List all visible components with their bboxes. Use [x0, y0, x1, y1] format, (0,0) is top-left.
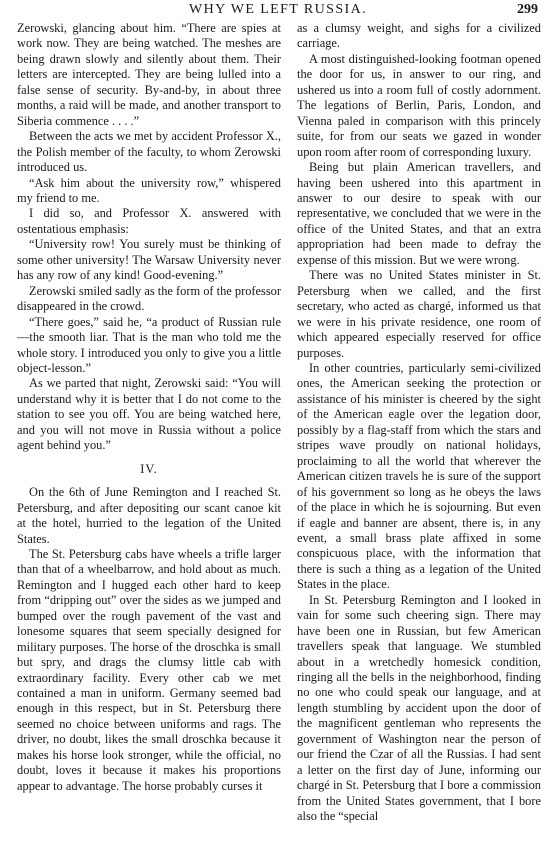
running-head — [0, 2, 556, 20]
left-column — [17, 21, 281, 794]
paragraph: Between the acts we met by accident Professor X., the Polish member of the faculty, to whom Zerowski introduced us. — [17, 129, 281, 175]
paragraph: On the 6th of June Remington and I reached St. Petersburg, and after depositing our scant canoe kit at the hotel, hurried to the legation of the United States. — [17, 485, 281, 546]
page-number: 299 — [517, 2, 538, 17]
paragraph: A most distinguished-looking footman opened the door for us, in answer to our ring, and ushered us into a room full of costly adornment. The legations of Berlin, Paris, London, and Vienna paled in comparison with this princely suite, for from our seats we gazed in wonder upon room after room of corresponding luxury. — [297, 51, 541, 159]
paragraph: Being but plain American travellers, and having been ushered into this apartment in answer to our desire to speak with our representative, we concluded that we were in the office of the United States, and that an extra appropriation had been made to defray the expense of this mission. But we were wrong. — [297, 160, 541, 267]
paragraph: The St. Petersburg cabs have wheels a trifle larger than that of a wheelbarrow, and hold about as much. Remington and I hugged each other hard to keep from “dripping out” over the sides as we jumped and bumped over the rough pavement of the vast and lonesome squares that seem specially designed for military purposes. The horse of the droschka is small but spry, and drags the clumsy little cab with extraordinary facility. Every other cab we met contained a man in uniform. Germany seemed bad enough in this respect, but in St. Petersburg there seemed no choice between uniforms and rags. The driver, no doubt, likes the small droschka because it makes his horse look stronger, while the official, no doubt, loves it because it makes his proportions appear to advantage. The horse probably curses it — [17, 546, 281, 793]
paragraph: “Ask him about the university row,” whispered my friend to me. — [17, 175, 281, 205]
right-column — [297, 21, 541, 825]
paragraph: As we parted that night, Zerowski said: “You will understand why it is better that I do not come to the station to see you off. You are being watched here, and you will not move in Russia without a police agent behind you.” — [17, 376, 281, 453]
running-title: WHY WE LEFT RUSSIA. — [188, 2, 367, 17]
paragraph: as a clumsy weight, and sighs for a civilized carriage. — [297, 21, 541, 51]
paragraph: There was no United States minister in St. Petersburg when we called, and the first secretary, who acted as chargé, informed us that we were in his private residence, one room of which appeared especially reserved for office purposes. — [297, 268, 541, 360]
paragraph: In other countries, particularly semi-civilized ones, the American seeking the protection or assistance of his minister is cheered by the sight of the American eagle over the legation door, possibly by a flag-staff from which the stars and stripes wave proudly on national holidays, proclaiming to all the world that wherever the American citizen travels he is sure of the support of his government so long as he obeys the laws of the place in which he is sojourning. But even if eagle and banner are absent, there is, in any event, a small brass plate affixed in some conspicuous place, with the information that there is such a thing as a legation of the United States in the place. — [297, 360, 541, 592]
paragraph: Zerowski smiled sadly as the form of the professor disappeared in the crowd. — [17, 283, 281, 314]
paragraph: I did so, and Professor X. answered with ostentatious emphasis: — [17, 206, 281, 236]
paragraph: In St. Petersburg Remington and I looked in vain for some such cheering sign. There may have been one in Russian, but few American travellers speak that language. We stumbled about in a wretchedly homesick condition, ringing all the bells in the neighborhood, finding no one who could speak our language, and at length stumbling by accident upon the door of the magnificent gentleman who represents the government of Washington near the person of our friend the Czar of all the Russias. I had sent a letter on the first day of June, informing our chargé in St. Petersburg that I bore a commission from the United States government, that I bore also the “special — [297, 592, 541, 824]
paragraph: Zerowski, glancing about him. “There are spies at work now. They are being watched. The meshes are being drawn slowly and silently about them. Their letters are intercepted. They are being lulled into a false sense of security. By-and-by, in about three months, a raid will be made, and another transport to Siberia commence . . . .” — [17, 21, 281, 128]
paragraph: “There goes,” said he, “a product of Russian rule—the smooth liar. That is the man who told me the whole story. I introduced you only to give you a little object-lesson.” — [17, 314, 281, 375]
paragraph: “University row! You surely must be thinking of some other university! The Warsaw University never has any row of any kind! Good-evening.” — [17, 237, 281, 283]
section-heading: IV. — [140, 461, 158, 476]
